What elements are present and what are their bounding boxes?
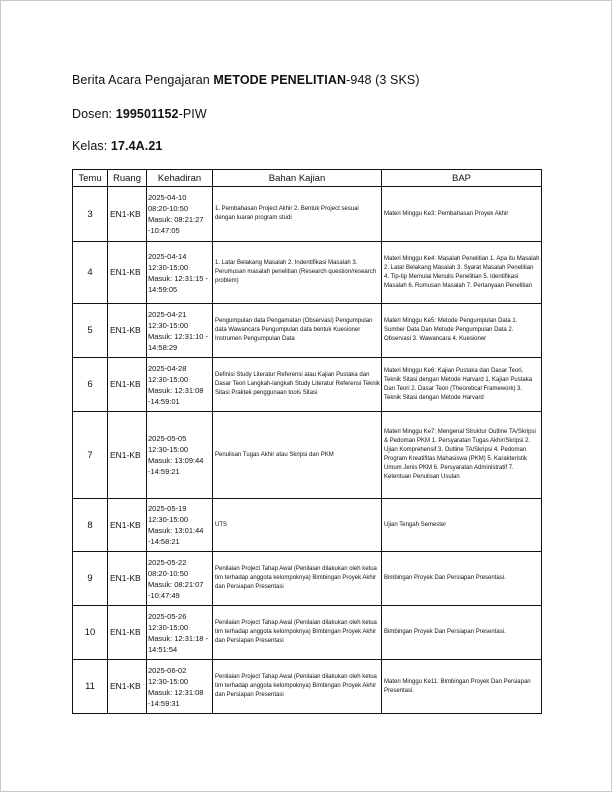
table-row <box>73 242 542 304</box>
dosen-line <box>72 107 207 121</box>
cell-bap: Materi Minggu Ke3: Pembahasan Proyek Akhir <box>382 187 542 242</box>
cell-temu: 4 <box>73 242 108 304</box>
cell-bap: Bimbingan Proyek Dan Persiapan Presentasi. <box>382 606 542 660</box>
cell-ruang: EN1-KB <box>108 552 147 606</box>
cell-kehadiran <box>147 304 213 358</box>
kehadiran-checkout: 14:58:29 <box>148 342 178 352</box>
cell-bap: Materi Minggu Ke4: Masalah Penelitian 1. Apa itu Masalah 2. Latar Belakang Masalah 3. Syarat Masalah Penelitian 4. Tip-tip Memulai Menulis Penelitian 5. Identifikasi Masalah 6. Rumusan Masalah 7. Pertanyaan Penelitian <box>382 242 542 304</box>
cell-kehadiran <box>147 242 213 304</box>
table-row <box>73 358 542 412</box>
cell-ruang: EN1-KB <box>108 499 147 552</box>
kehadiran-date: 2025-04-14 <box>148 251 187 261</box>
kehadiran-checkout: -14:59:31 <box>148 698 180 708</box>
table-row <box>73 606 542 660</box>
cell-ruang: EN1-KB <box>108 358 147 412</box>
bap-table <box>72 169 542 714</box>
kehadiran-date: 2025-05-19 <box>148 504 187 513</box>
kehadiran-schedule: 08:20-10:50 <box>148 204 189 213</box>
cell-bap: Ujian Tengah Semester <box>382 499 542 552</box>
kehadiran-date: 2025-05-26 <box>148 611 187 621</box>
cell-temu: 7 <box>73 412 108 499</box>
kehadiran-checkin: Masuk: 12:31:10 - <box>148 331 209 341</box>
col-header-ruang: Ruang <box>108 170 147 187</box>
cell-bap: Materi Minggu Ke5: Metode Pengumpulan Data 1. Sumber Data Dan Metode Pengumpulan Data 2. Observasi 3. Wawancara 4. Kuesioner <box>382 304 542 358</box>
kehadiran-schedule: 12:30-15:00 <box>148 262 189 272</box>
cell-bahan-kajian: Definisi Study Literatur Referensi atau Kajian Pustaka dan Dasar Teori Langkah-langkah Study Literatur Referensi Teknik Sitasi Praktek penggunaan tools Sitasi <box>213 358 382 412</box>
cell-kehadiran <box>147 499 213 552</box>
col-header-bahan-kajian: Bahan Kajian <box>213 170 382 187</box>
cell-bahan-kajian: 1. Pembahasan Project Akhir 2. Bentuk Project sesuai dengan luaran program studi <box>213 187 382 242</box>
kehadiran-schedule: 12:30-15:00 <box>148 676 189 686</box>
cell-bahan-kajian: Penilaian Project Tahap Awal (Penilaian dilakukan oleh ketua tim terhadap anggota kelompoknya) Bimbingan Proyek Akhir dan Persiapan Presentasi <box>213 606 382 660</box>
table-row <box>73 499 542 552</box>
cell-kehadiran <box>147 606 213 660</box>
cell-bap: Materi Minggu Ke7: Mengenal Struktur Outline TA/Skripsi & Pedoman PKM 1. Persyaratan Tugas Akhir/Skripsi 2. Ujian Komprehensif 3. Outline TA/Skripsi 4. Pedoman Program Kreatifitas Mahasiswa (PKM) 5. Karakteristik Umum Jenis PKM 6. Persyaratan Administratif 7. Ketentuan Penulisan Usulan <box>382 412 542 499</box>
cell-ruang: EN1-KB <box>108 187 147 242</box>
kehadiran-checkout: -14:59:21 <box>148 467 180 476</box>
cell-temu: 11 <box>73 660 108 714</box>
cell-ruang: EN1-KB <box>108 412 147 499</box>
course-name: METODE PENELITIAN <box>213 73 347 87</box>
kehadiran-schedule: 12:30-15:00 <box>148 445 189 454</box>
kehadiran-schedule: 12:30-15:00 <box>148 622 189 632</box>
cell-bap: Materi Minggu Ke11: Bimbingan Proyek Dan Persiapan Presentasi. <box>382 660 542 714</box>
cell-temu: 10 <box>73 606 108 660</box>
cell-kehadiran <box>147 187 213 242</box>
col-header-bap: BAP <box>382 170 542 187</box>
table-row <box>73 304 542 358</box>
kehadiran-date: 2025-04-21 <box>148 309 187 319</box>
kehadiran-date: 2025-04-10 <box>148 193 187 202</box>
cell-ruang: EN1-KB <box>108 304 147 358</box>
course-suffix: -948 (3 SKS) <box>346 73 420 87</box>
kehadiran-checkin: Masuk: 13:01:44 <box>148 526 204 535</box>
cell-ruang: EN1-KB <box>108 242 147 304</box>
kehadiran-checkout: -14:59:01 <box>148 396 180 406</box>
cell-bahan-kajian: Penilaian Project Tahap Awal (Penilaian dilakukan oleh ketua tim terhadap anggota kelompoknya) Bimbingan Proyek Akhir dan Persiapan Presentasi <box>213 552 382 606</box>
kehadiran-checkin: Masuk: 12:31:08 <box>148 385 204 395</box>
table-row <box>73 187 542 242</box>
kehadiran-checkin: Masuk: 08:21:27 <box>148 215 204 224</box>
dosen-suffix: -PIW <box>178 107 207 121</box>
kehadiran-date: 2025-04-28 <box>148 363 187 373</box>
kehadiran-checkout: -14:58:21 <box>148 537 180 546</box>
kehadiran-checkin: Masuk: 12:31:15 - <box>148 273 209 283</box>
kehadiran-checkout: -10:47:49 <box>148 590 180 600</box>
kehadiran-date: 2025-05-22 <box>148 557 187 567</box>
kehadiran-date: 2025-06-02 <box>148 665 187 675</box>
cell-ruang: EN1-KB <box>108 660 147 714</box>
cell-temu: 3 <box>73 187 108 242</box>
title-prefix: Berita Acara Pengajaran <box>72 73 214 87</box>
table-header-row <box>73 170 542 187</box>
cell-bap: Materi Minggu Ke6: Kajian Pustaka dan Dasar Teori, Teknik Sitasi dengan Metode Harvard 1. Kajian Pustaka Dan Teori 2. Dasar Teori (Theoretical Framework) 3. Teknik Sitasi dengan Metode Harvard <box>382 358 542 412</box>
cell-temu: 8 <box>73 499 108 552</box>
cell-bahan-kajian: Penilaian Project Tahap Awal (Penilaian dilakukan oleh ketua tim terhadap anggota kelompoknya) Bimbingan Proyek Akhir dan Persiapan Presentasi <box>213 660 382 714</box>
dosen-label: Dosen: <box>72 107 116 121</box>
kehadiran-schedule: 12:30-15:00 <box>148 374 189 384</box>
document-title <box>72 73 420 87</box>
table-row <box>73 412 542 499</box>
kehadiran-checkout: -10:47:05 <box>148 226 180 235</box>
kehadiran-checkin: Masuk: 13:09:44 <box>148 456 204 465</box>
kehadiran-schedule: 12:30-15:00 <box>148 320 189 330</box>
cell-bahan-kajian: Pengumpulan data Pengamatan (Observasi) Pengumpulan data Wawancara Pengumpulan data bentuk Kuesioner Instrumen Pengumpulan Data <box>213 304 382 358</box>
cell-kehadiran <box>147 552 213 606</box>
cell-kehadiran <box>147 412 213 499</box>
cell-bap: Bimbingan Proyek Dan Persiapan Presentasi. <box>382 552 542 606</box>
table-row <box>73 660 542 714</box>
kelas-label: Kelas: <box>72 139 111 153</box>
kehadiran-checkout: 14:51:54 <box>148 644 178 654</box>
cell-bahan-kajian: UTS <box>213 499 382 552</box>
table-row <box>73 552 542 606</box>
kehadiran-checkin: Masuk: 08:21:07 <box>148 579 204 589</box>
col-header-temu: Temu <box>73 170 108 187</box>
dosen-id: 199501152 <box>115 107 179 121</box>
cell-kehadiran <box>147 358 213 412</box>
kehadiran-schedule: 12:30-15:00 <box>148 515 189 524</box>
kelas-value: 17.4A.21 <box>110 139 163 153</box>
col-header-kehadiran: Kehadiran <box>147 170 213 187</box>
cell-ruang: EN1-KB <box>108 606 147 660</box>
cell-temu: 5 <box>73 304 108 358</box>
kehadiran-checkin: Masuk: 12:31:08 <box>148 687 204 697</box>
cell-kehadiran <box>147 660 213 714</box>
kehadiran-schedule: 08:20-10:50 <box>148 568 189 578</box>
cell-bahan-kajian: 1. Latar Belakang Masalah 2. Indentifikasi Masalah 3. Perumusan masalah penelitian (Research question/research problem) <box>213 242 382 304</box>
kelas-line <box>72 139 162 153</box>
cell-temu: 9 <box>73 552 108 606</box>
cell-temu: 6 <box>73 358 108 412</box>
kehadiran-checkout: 14:59:05 <box>148 284 178 294</box>
kehadiran-checkin: Masuk: 12:31:18 - <box>148 633 209 643</box>
cell-bahan-kajian: Penulisan Tugas Akhir atau Skripsi dan PKM <box>213 412 382 499</box>
kehadiran-date: 2025-05-05 <box>148 434 187 443</box>
